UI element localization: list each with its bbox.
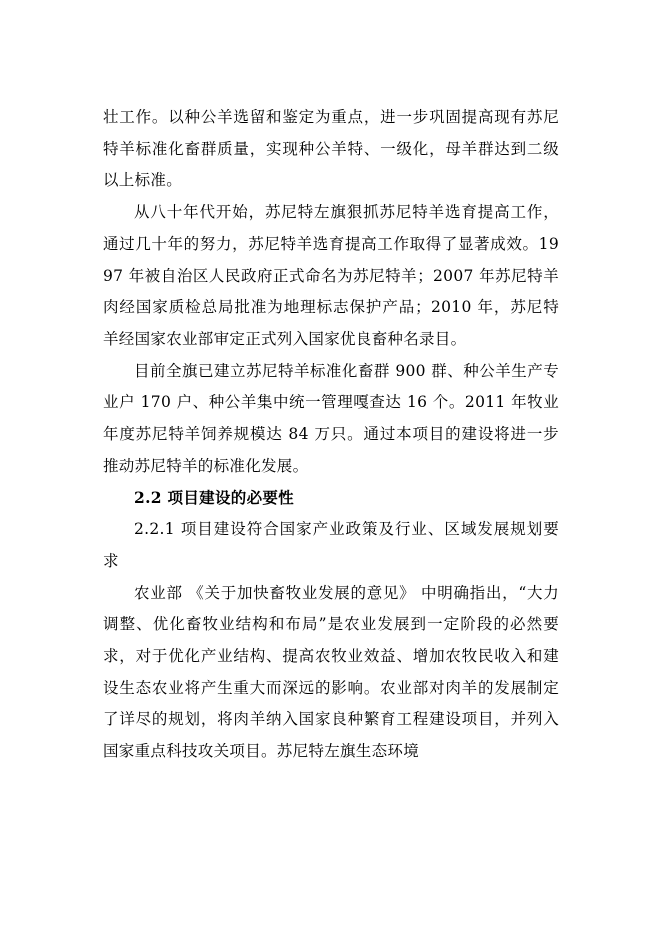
paragraph-ministry-policy: 农业部 《关于加快畜牧业发展的意见》 中明确指出，“大力调整、优化畜牧业结构和布局”是农业发展到一定阶段的必然要求，对于优化产业结构、提高农牧业效益、增加农牧民收入和建设生态农业将产生重大而深远的影响。农业部对肉羊的发展制定了详尽的规划，将肉羊纳入国家良种繁育工程建设项目，并列入国家重点科技攻关项目。苏尼特左旗生态环境	[103, 583, 559, 761]
paragraph-current-status: 目前全旗已建立苏尼特羊标准化畜群 900 群、种公羊生产专业户 170 户、种公羊集中统一管理嘎查达 16 个。2011 年牧业年度苏尼特羊饲养规模达 84 万只。通过本项目的建设将进一步推动苏尼特羊的标准化发展。	[103, 361, 559, 475]
section-heading-2-2: 2.2 项目建设的必要性	[134, 488, 294, 508]
paragraph-breeding-history: 从八十年代开始，苏尼特左旗狠抓苏尼特羊选育提高工作，通过几十年的努力，苏尼特羊选育提高工作取得了显著成效。1997 年被自治区人民政府正式命名为苏尼特羊；2007 年苏尼特羊肉经国家质检总局批准为地理标志保护产品；2010 年，苏尼特羊经国家农业部审定正式列入国家优良畜种名录目。	[103, 203, 559, 348]
paragraph-continuation: 壮工作。以种公羊选留和鉴定为重点，进一步巩固提高现有苏尼特羊标准化畜群质量，实现种公羊特、一级化，母羊群达到二级以上标准。	[103, 108, 559, 190]
subsection-heading-2-2-1: 2.2.1 项目建设符合国家产业政策及行业、区域发展规划要求	[103, 520, 559, 570]
document-page	[103, 102, 559, 768]
